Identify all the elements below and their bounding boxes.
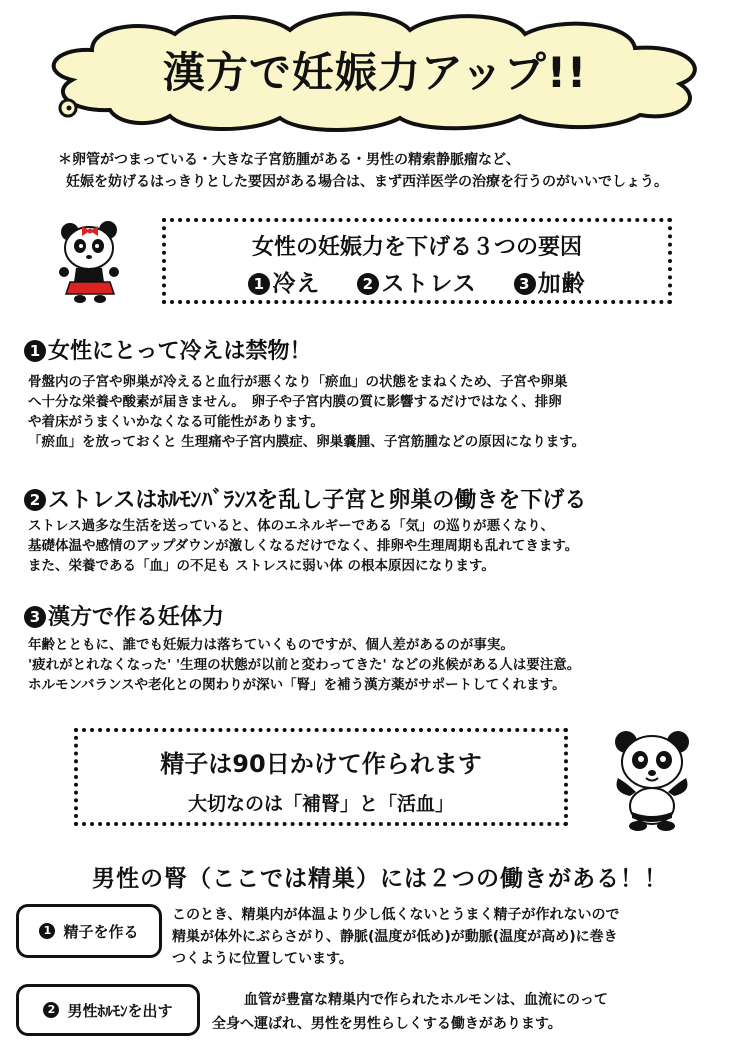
section1-text: 骨盤内の子宮や卵巣が冷えると血行が悪くなり「瘀血」の状態をまねくため、子宮や卵巣 へ十分な栄養や酸素が届きません。 卵子や子宮内膜の質に影響するだけではなく、排卵 や着床がうまくいかなくなる可能性があります。 「瘀血」を放っておくと 生理痛や子宮内膜症、卵巣嚢腫、子宮筋腫などの原因になります。 <box>28 374 586 450</box>
factor-stress: 2 ストレス <box>357 265 476 298</box>
panda-illustration <box>608 726 696 832</box>
male-function-1-label: 1 精子を作る <box>16 904 162 958</box>
section3-text: 年齢とともに、誰でも妊娠力は落ちていくものですが、個人差があるのが事実。 '疲れがとれなくなった' '生理の状態が以前と変わってきた' などの兆候がある人は要注意。 ホルモンバランスや老化との関わりが深い「腎」を補う漢方薬がサポートしてくれます。 <box>28 637 581 693</box>
sperm-box <box>74 728 568 826</box>
note-line-2: 妊娠を妨げるはっきりとした要因がある場合は、まず西洋医学の治療を行うのがいいでしょう。 <box>66 174 668 190</box>
factor-cold: 1 冷え <box>248 265 320 298</box>
page-title: 漢方で妊娠力アップ!! <box>162 48 588 97</box>
note-line-1: ＊卵管がつまっている・大きな子宮筋腫がある・男性の精索静脈瘤など、 <box>58 152 520 168</box>
male-function-2-text: 血管が豊富な精巣内で作られたホルモンは、血流にのって 全身へ運ばれ、男性を男性らしくする働きがあります。 <box>212 992 608 1032</box>
factors-list <box>166 265 668 298</box>
factor-aging: 3 加齢 <box>514 265 586 298</box>
male-heading: 男性の腎（ここでは精巣）には２つの働きがある！！ <box>92 866 668 892</box>
panda-girl-illustration <box>52 216 134 304</box>
section3-heading: 3 漢方で作る妊体力 <box>24 600 224 631</box>
section1-heading: 1 女性にとって冷えは禁物！ <box>24 334 312 365</box>
sperm-box-line-1: 精子は90日かけて作られます <box>160 750 482 778</box>
male-function-2-label: 2 男性ﾎﾙﾓﾝを出す <box>16 984 200 1036</box>
male-function-1-text: このとき、精巣内が体温より少し低くないとうまく精子が作れないので 精巣が体外にぶらさがり、静脈(温度が低め)が動脈(温度が高め)に巻き つくように位置しています。 <box>172 907 620 967</box>
factors-box <box>162 218 672 304</box>
section2-text: ストレス過多な生活を送っていると、体のエネルギーである「気」の巡りが悪くなり、 基礎体温や感情のアップダウンが激しくなるだけでなく、排卵や生理周期も乱れてきます。 また、栄養である「血」の不足も ストレスに弱い体 の根本原因になります。 <box>28 518 579 574</box>
sperm-box-line-2: 大切なのは「補腎」と「活血」 <box>187 793 454 815</box>
factors-heading: 女性の妊娠力を下げる３つの要因 <box>251 235 582 260</box>
section2-heading: 2 ストレスはﾎﾙﾓﾝﾊﾞﾗﾝｽを乱し子宮と卵巣の働きを下げる <box>24 483 586 514</box>
